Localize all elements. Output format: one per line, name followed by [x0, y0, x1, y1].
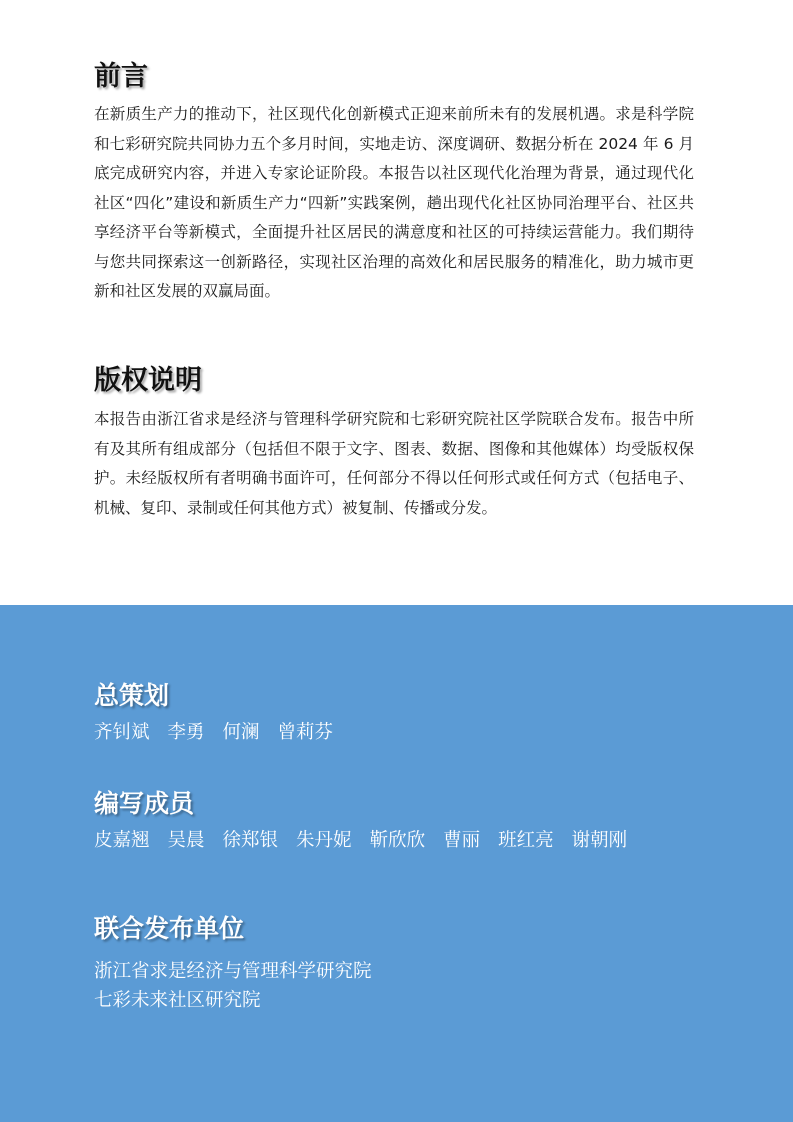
- writers-names: [94, 828, 734, 854]
- preface-body: 在新质生产力的推动下，社区现代化创新模式正迎来前所未有的发展机遇。求是科学院和七彩研究院共同协力五个多月时间，实地走访、深度调研、数据分析在 2024 年 6 月底完成研究内容，并进入专家论证阶段。本报告以社区现代化治理为背景，通过现代化社区“四化”建设和新质生产力“四新”实践案例，趟出现代化社区协同治理平台、社区共享经济平台等新模式，全面提升社区居民的满意度和社区的可持续运营能力。我们期待与您共同探索这一创新路径，实现社区治理的高效化和居民服务的精准化，助力城市更新和社区发展的双赢局面。: [94, 105, 694, 300]
- planning-name: 齐钊斌: [94, 722, 150, 743]
- writer-name: 徐郑银: [222, 830, 279, 851]
- writer-name: 谢朝刚: [571, 830, 628, 851]
- writer-name: 班红亮: [498, 830, 554, 851]
- writer-name: 皮嘉翘: [94, 830, 150, 851]
- writer-name: 吴晨: [167, 830, 205, 851]
- planning-names: [94, 720, 734, 746]
- planning-title: 总策划: [94, 681, 170, 710]
- planning-block: [94, 680, 734, 746]
- publisher-list: [94, 957, 734, 1015]
- publisher-org: 浙江省求是经济与管理科学研究院: [94, 961, 372, 982]
- writers-block: [94, 788, 734, 854]
- writer-name: 曹丽: [443, 830, 481, 851]
- planning-name: 李勇: [167, 722, 205, 743]
- writer-name: 靳欣欣: [369, 830, 426, 851]
- writer-name: 朱丹妮: [296, 830, 352, 851]
- planning-name: 曾莉芬: [277, 722, 334, 743]
- copyright-body: 本报告由浙江省求是经济与管理科学研究院和七彩研究院社区学院联合发布。报告中所有及其所有组成部分（包括但不限于文字、图表、数据、图像和其他媒体）均受版权保护。未经版权所有者明确书面许可，任何部分不得以任何形式或任何方式（包括电子、机械、复印、录制或任何其他方式）被复制、传播或分发。: [94, 410, 694, 517]
- preface-title: 前言: [94, 61, 148, 92]
- publishers-block: [94, 913, 734, 1015]
- publisher-org: 七彩未来社区研究院: [94, 990, 261, 1011]
- copyright-section: [94, 364, 694, 523]
- writers-title: 编写成员: [94, 789, 195, 818]
- planning-name: 何澜: [222, 722, 260, 743]
- copyright-title: 版权说明: [94, 365, 202, 396]
- preface-section: [94, 60, 694, 307]
- publishers-title: 联合发布单位: [94, 914, 245, 943]
